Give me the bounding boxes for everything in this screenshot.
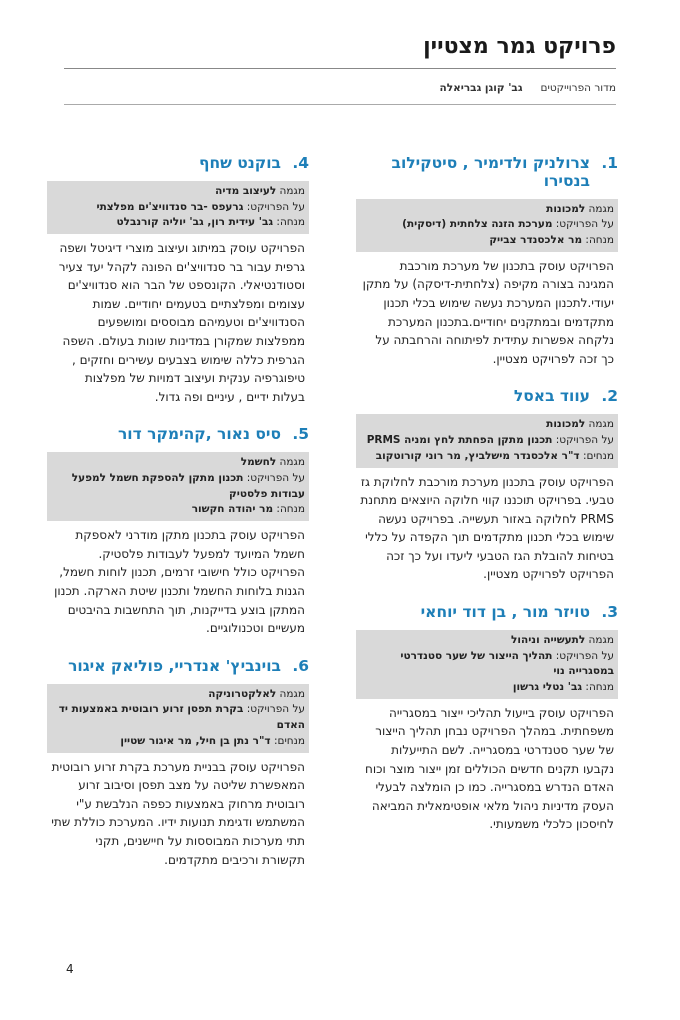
track-label: מגמה <box>279 184 305 197</box>
project-meta-box <box>356 199 618 252</box>
mentor-label: מנחים: <box>582 449 614 462</box>
project-entry-1 <box>356 155 618 368</box>
track-value: למכונות <box>546 202 586 215</box>
track-value: לחשמל <box>240 456 277 469</box>
project-number: 1. <box>601 154 618 172</box>
project-title-line <box>51 471 305 503</box>
project-entry-3 <box>356 604 618 834</box>
mentor-label: מנחה: <box>276 503 305 516</box>
project-description: הפרויקט עוסק בתכנון של מערכת מורכבת המגינה בצורה מקיפה (צלחתית-דיסקה) על מתקן יעודי.לתכנון המערכת נעשה שימוש בכלי תכנון מתקדמים ובמתקנים יחודיים.בתכנון המערכת נלקחה אפשרות עתידית לפיתוחה והרחבתה על כך זכה לפרויקט מצטיין. <box>362 258 614 366</box>
track-value: למכונות <box>546 418 586 431</box>
project-students: בוינביץ' אנדריי, פוליאק איגור <box>68 656 281 675</box>
mentor-value: מר אלכסנדר צבייק <box>489 234 583 247</box>
project-track-line <box>360 633 614 649</box>
project-number: 2. <box>601 387 618 406</box>
project-students: צרולניק ולדימיר , סיטקילוב בנסירו <box>391 154 590 190</box>
project-title-line <box>51 702 305 734</box>
project-title-line <box>360 433 614 449</box>
project-meta-box <box>356 630 618 699</box>
breadcrumb-section: מדור הפרוייקטים <box>540 82 616 94</box>
project-title-line <box>51 200 305 216</box>
track-label: מגמה <box>279 687 305 700</box>
project-heading <box>47 155 309 173</box>
project-mentor-line <box>360 233 614 249</box>
mentor-value: ד"ר אלכסנדר מישלביץ, מר רוני קורוטקוב <box>375 449 580 462</box>
track-label: מגמה <box>588 633 614 646</box>
track-label: מגמה <box>279 456 305 469</box>
project-label: על הפרויקט: <box>246 471 305 484</box>
mentor-value: גב' נטלי גרשון <box>512 681 583 694</box>
project-title-line <box>360 217 614 233</box>
project-description: הפרויקט עוסק בתכנון מערכת מורכבת לחלוקת גז טבעי. בפרויקט תוכננו קווי חלוקה היוצאים מתחנת PRMS לחלוקה באזור תעשייה. בפרויקט נעשה שימוש בכלי תכנון מתקדמים תוך הקפדה על כללי בטיחות להובלת הגז הטבעי ליעדו ועל כך זכה הפרויקט לפרויקט מצטיין. <box>360 474 614 582</box>
project-track-line <box>51 455 305 471</box>
mentor-label: מנחה: <box>585 681 614 694</box>
project-number: 5. <box>292 425 309 444</box>
mentor-label: מנחה: <box>585 234 614 247</box>
project-description: הפרויקט עוסק בייעול תהליכי ייצור במסגרייה משפחתית. במהלך הפרויקט נבחן תהליך הייצור של שער סטנדרטי במסגרייה. לשם התייעלות נקבעו תקנים חדשים הכוללים זמן ייצור מוצר וכוח האדם הנדרש במסגרייה. כמו כן הומלצה לבעלי העסק מדיניות ניהול מלאי אופטימאלית המביאה לחיסכון כלכלי משמעותי. <box>364 705 614 832</box>
project-mentor-line <box>51 502 305 518</box>
project-heading <box>356 155 618 191</box>
project-heading <box>47 658 309 676</box>
project-students: עווד באסל <box>513 387 590 406</box>
project-students: סיס נאור ,קהימקר דור <box>117 425 281 444</box>
project-meta-box <box>47 684 309 753</box>
project-label: על הפרויקט: <box>555 649 614 662</box>
mentor-label: מנחה: <box>276 216 305 229</box>
track-value: לאלקטרוניקה <box>208 687 277 700</box>
projects-column-right <box>356 155 618 854</box>
project-heading <box>356 388 618 406</box>
project-students: טויזר מור , בן דוד יוחאי <box>420 603 590 622</box>
project-entry-2 <box>356 388 618 584</box>
track-value: לעיצוב מדיה <box>215 184 277 197</box>
page-number: 4 <box>66 962 74 976</box>
project-title: תהליך הייצור של שער סטנדרטי במסגרייה נוי <box>400 649 614 678</box>
project-mentor-line <box>360 680 614 696</box>
project-number: 3. <box>601 603 618 622</box>
project-entry-6 <box>47 658 309 869</box>
mentor-value: גב' עידית רון, גב' יוליה קורנבלט <box>116 216 274 229</box>
project-title: בקרת תפסן זרוע רובוטית באמצעות יד האדם <box>58 703 305 732</box>
project-title-line <box>360 649 614 681</box>
project-entry-5 <box>47 426 309 637</box>
project-track-line <box>51 184 305 200</box>
project-entry-4 <box>47 155 309 406</box>
project-mentor-line <box>51 215 305 231</box>
project-number: 4. <box>292 154 309 172</box>
project-meta-box <box>47 181 309 234</box>
project-mentor-line <box>360 449 614 465</box>
project-heading <box>47 426 309 444</box>
page-title: פרויקט גמר מצטיין <box>423 34 616 59</box>
project-title: תכנון מתקן הפחתת לחץ ומניה PRMS <box>366 434 553 446</box>
project-label: על הפרויקט: <box>555 218 614 231</box>
mentor-label: מנחים: <box>273 734 305 747</box>
project-mentor-line <box>51 734 305 750</box>
mentor-value: ד"ר נתן בן חיל, מר איגור שטיין <box>120 734 271 747</box>
project-title: מערכת הזנה צלחתית (דיסקית) <box>402 218 553 231</box>
projects-column-left <box>47 155 309 889</box>
project-description: הפרויקט עוסק בתכנון מתקן מודרני לאספקת חשמל המיועד למפעל לעבודות פלסטיק. הפרויקט כולל חישובי זרמים, תכנון לוחות חשמל, הגנות בלוחות החשמל ותכנון שיטת הארקה. תכנון המתקן בוצע בדייקנות, תוך התחשבות בהיבטים מעשיים וטכנולוגיים. <box>54 528 305 636</box>
project-students: בוקנט שחף <box>199 154 281 172</box>
header-divider <box>64 104 616 105</box>
track-label: מגמה <box>588 202 614 215</box>
project-track-line <box>51 687 305 703</box>
project-label: על הפרויקט: <box>555 434 614 446</box>
project-number: 6. <box>292 656 309 675</box>
mentor-value: מר יהודה חקשור <box>191 503 274 516</box>
breadcrumb <box>440 82 616 94</box>
project-description: הפרויקט עוסק במיתוג ועיצוב מוצרי דיגיטל ושפה גרפית עבור בר סנדוויצ'ים הפונה לקהל יעד צעיר וסטודנטיאלי. הקונספט של הבר הוא סנדוויצ'ים עצומים ומפלצתיים בטעמים יחודיים. שמות הסנדוויצ'ים וטעמיהם מבוססים ומושפעים ממפלצות שמקורן במדינות שונות בעולם. השפה הגרפית כללה שימוש בצבעים עשירים וחזקים , טיפוגרפיה ענקית ועיצוב דמויות של מפלצות בעלות ידיים , עיניים ופה גדול. <box>58 241 305 404</box>
project-label: על הפרויקט: <box>246 703 305 716</box>
project-title: גרעפס -בר סנדוויצ'ים מפלצתי <box>96 200 244 213</box>
project-heading <box>356 604 618 622</box>
project-label: על הפרויקט: <box>246 200 305 213</box>
breadcrumb-author: גב' קוגן גבריאלה <box>439 82 523 94</box>
project-meta-box <box>47 452 309 521</box>
title-divider <box>64 68 616 69</box>
project-track-line <box>360 202 614 218</box>
project-track-line <box>360 417 614 433</box>
track-value: לתעשייה וניהול <box>511 633 586 646</box>
project-meta-box <box>356 414 618 467</box>
track-label: מגמה <box>588 418 614 431</box>
project-title: תכנון מתקן להספקת חשמל למפעל עבודות פלסטיק <box>71 471 305 500</box>
project-description: הפרויקט עוסק בבניית מערכת בקרת זרוע רובוטית המאפשרת שליטה על מצב תפסן וסיבוב זרוע רובוטית מרחוק באמצעות כפפה הנלבשת ע"י המשתמש ודגימת תנועות ידיו. המערכת כוללת שתי תתי מערכות המבוססות על חיישנים, תקני תקשורת ורכיבים מתקדמים. <box>51 759 305 867</box>
